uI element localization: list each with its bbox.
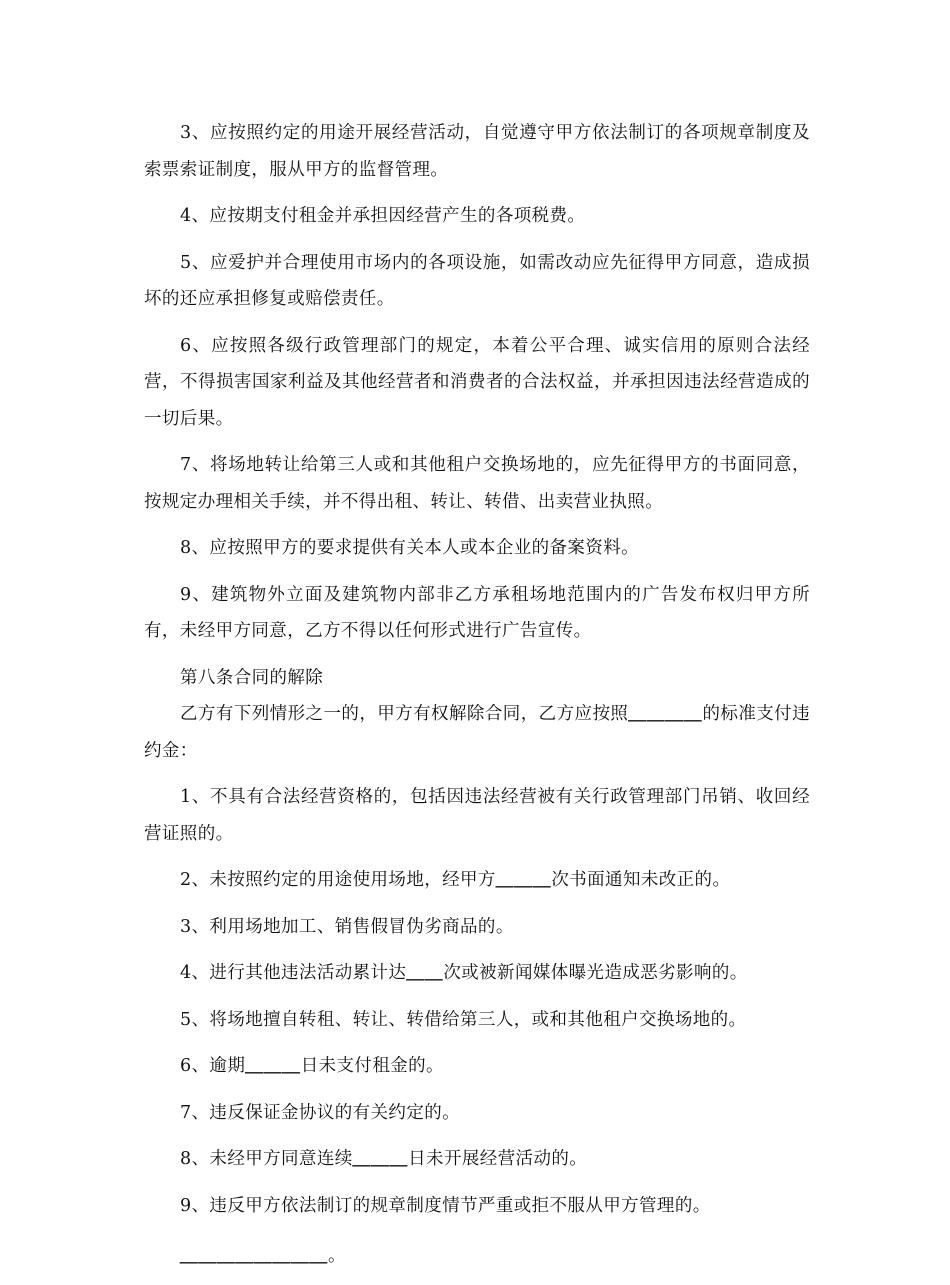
clause-paragraph-9: 9、建筑物外立面及建筑物内部非乙方承租场地范围内的广告发布权归甲方所有，未经甲方同意，乙方不得以任何形式进行广告宣传。 (144, 584, 810, 641)
clause-4-text-after: 次或被新闻媒体曝光造成恶劣影响的。 (443, 963, 748, 983)
termination-clause-9: 9、违反甲方依法制订的规章制度情节严重或拒不服从甲方管理的。 (180, 1195, 711, 1216)
termination-clause-6 (144, 1048, 810, 1085)
violation-count-blank: ＿＿ (406, 963, 444, 983)
termination-clause-1: 1、不具有合法经营资格的，包括因违法经营被有关行政管理部门吊销、收回经营证照的。 (144, 787, 810, 844)
clause-paragraph-3: 3、应按照约定的用途开展经营活动，自觉遵守甲方依法制订的各项规章制度及索票索证制度，服从甲方的监督管理。 (144, 123, 810, 180)
notice-count-blank: ＿＿＿ (495, 870, 552, 890)
termination-clause-5: 5、将场地擅自转租、转让、转借给第三人，或和其他租户交换场地的。 (180, 1009, 747, 1030)
clause-2-text-after: 次书面通知未改正的。 (551, 870, 731, 890)
penalty-standard-blank: ＿＿＿＿ (628, 704, 703, 724)
clause-paragraph-4: 4、应按期支付租金并承担因经营产生的各项税费。 (180, 206, 586, 226)
final-blank-line (144, 1238, 810, 1275)
inactive-days-blank: ＿＿＿ (352, 1149, 409, 1169)
clause-paragraph-5: 5、应爱护并合理使用市场内的各项设施，如需改动应先征得甲方同意，造成损坏的还应承担修复或赔偿责任。 (144, 252, 810, 309)
clause-8-text-before: 8、未经甲方同意连续 (180, 1149, 353, 1169)
clause-paragraph-8: 8、应按照甲方的要求提供有关本人或本企业的备案资料。 (180, 538, 640, 558)
clause-4-text-before: 4、进行其他违法活动累计达 (180, 963, 407, 983)
clause-2-text-before: 2、未按照约定的用途使用场地，经甲方 (180, 870, 496, 890)
termination-clause-8 (144, 1141, 810, 1178)
clause-6-text-after: 日未支付租金的。 (300, 1056, 444, 1076)
termination-clause-3: 3、利用场地加工、销售假冒伪劣商品的。 (180, 916, 514, 937)
document-body (144, 115, 810, 1285)
clause-paragraph-6: 6、应按照各级行政管理部门的规定，本着公平合理、诚实信用的原则合法经营，不得损害国家利益及其他经营者和消费者的合法权益，并承担因违法经营造成的一切后果。 (144, 335, 810, 429)
section-heading: 第八条合同的解除 (180, 667, 324, 688)
clause-6-text-before: 6、逾期 (180, 1056, 246, 1076)
intro-text-before: 乙方有下列情形之一的，甲方有权解除合同，乙方应按照 (180, 704, 629, 724)
final-blank: ＿＿＿＿＿＿＿＿ (180, 1246, 328, 1266)
overdue-days-blank: ＿＿＿ (245, 1056, 301, 1076)
intro-text-after: 的标准支付违约金： (144, 704, 811, 761)
clause-paragraph-7: 7、将场地转让给第三人或和其他租户交换场地的，应先征得甲方的书面同意，按规定办理相关手续，并不得出租、转让、转借、出卖营业执照。 (144, 455, 810, 512)
termination-intro (144, 696, 810, 769)
termination-clause-4 (144, 955, 810, 992)
termination-clause-2 (144, 862, 810, 899)
final-period: 。 (328, 1246, 346, 1266)
clause-8-text-after: 日未开展经营活动的。 (408, 1149, 588, 1169)
termination-clause-7: 7、违反保证金协议的有关约定的。 (180, 1102, 461, 1123)
